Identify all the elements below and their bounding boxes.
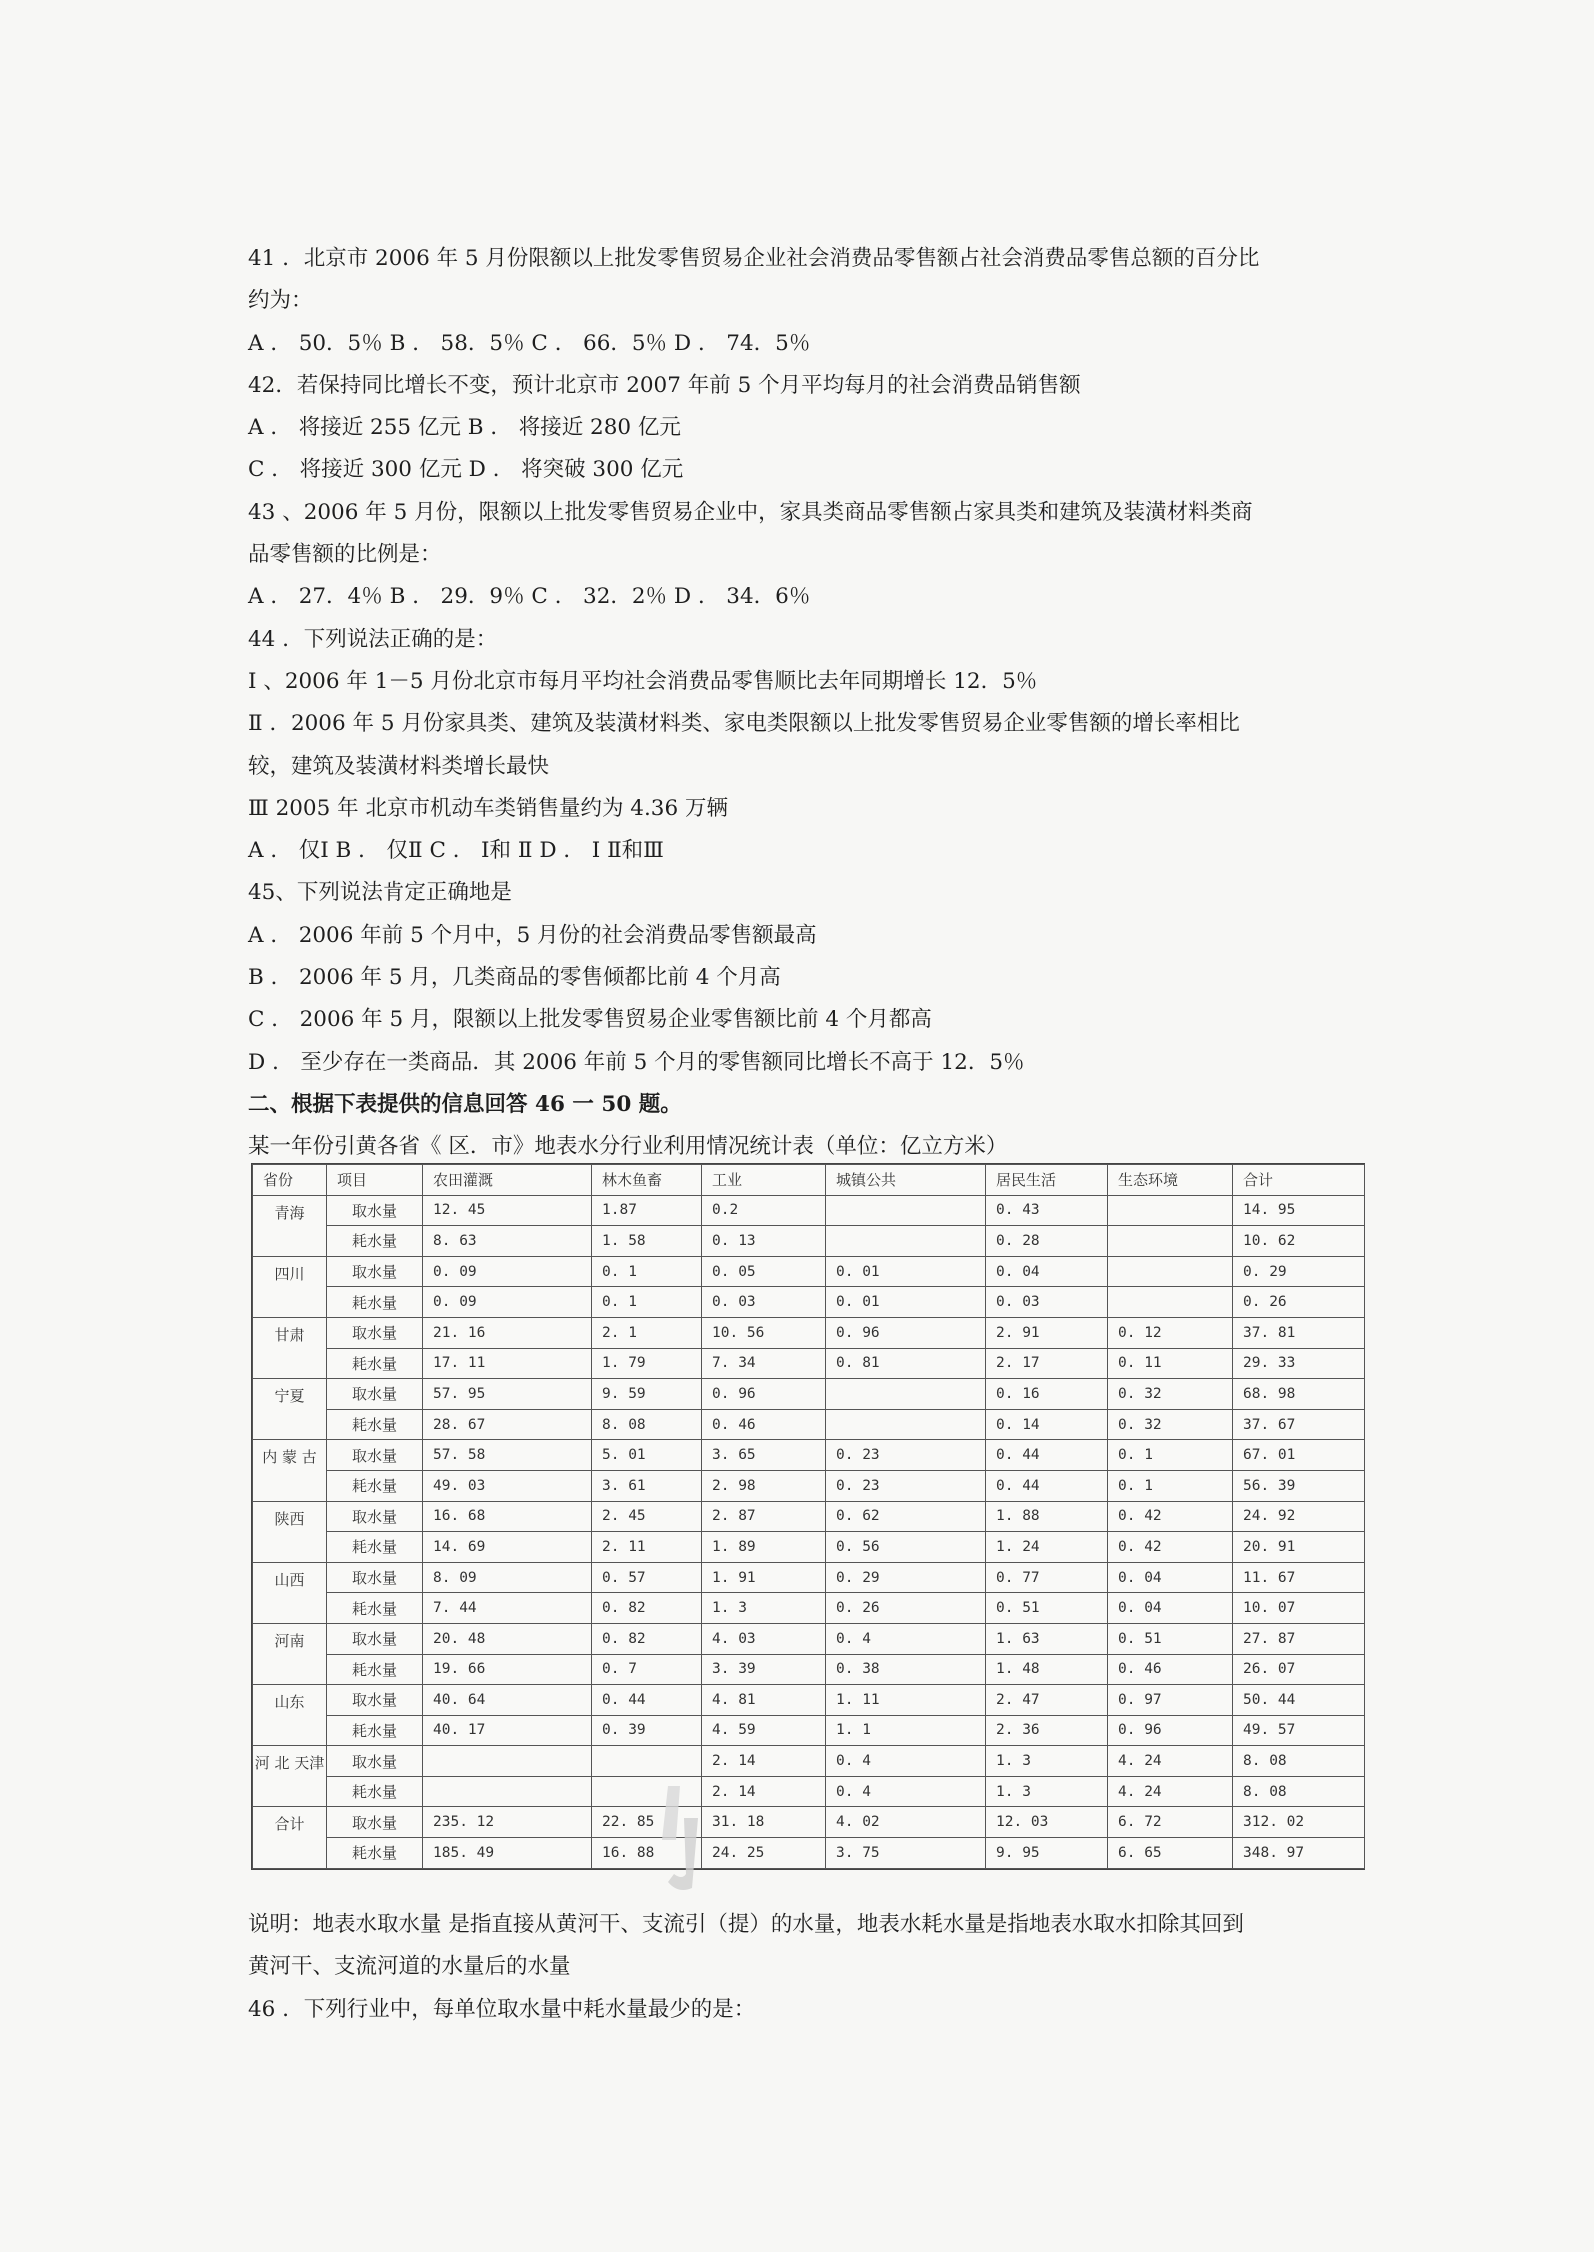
value-cell: 2. 1 [592,1317,702,1348]
table-header-row [253,1165,1365,1196]
value-cell: 16. 68 [423,1501,592,1532]
table-row [253,1287,1365,1318]
value-cell [592,1746,702,1777]
value-cell: 0. 1 [1108,1440,1233,1471]
text-line: 某一年份引黄各省《 区．市》地表水分行业利用情况统计表（单位：亿立方米） [248,1134,1008,1160]
value-cell: 1. 79 [592,1348,702,1379]
table-row [253,1501,1365,1532]
item-cell: 耗水量 [327,1409,423,1440]
value-cell: 0. 29 [826,1562,986,1593]
value-cell: 1. 91 [702,1562,826,1593]
value-cell: 2. 17 [986,1348,1108,1379]
value-cell: 0. 81 [826,1348,986,1379]
text-line: 较，建筑及装潢材料类增长最快 [248,753,550,779]
value-cell: 0. 62 [826,1501,986,1532]
text-line: 42．若保持同比增长不变，预计北京市 2007 年前 5 个月平均每月的社会消费品销售额 [248,372,1081,398]
value-cell: 0. 82 [592,1623,702,1654]
table-row [253,1623,1365,1654]
table-row [253,1409,1365,1440]
item-cell: 取水量 [327,1379,423,1410]
province-cell: 四川 [253,1256,327,1317]
province-cell: 合计 [253,1807,327,1868]
value-cell: 0. 32 [1108,1409,1233,1440]
value-cell: 4. 59 [702,1715,826,1746]
value-cell: 0. 03 [986,1287,1108,1318]
value-cell: 0. 4 [826,1746,986,1777]
item-cell: 取水量 [327,1501,423,1532]
value-cell: 0. 01 [826,1256,986,1287]
table-row [253,1746,1365,1777]
text-line: A ． 27．4％ B ． 29．9％ C ． 32．2％ D ． 34．6％ [248,584,811,610]
value-cell: 22. 85 [592,1807,702,1838]
value-cell: 4. 03 [702,1623,826,1654]
value-cell: 0. 56 [826,1532,986,1563]
value-cell: 0. 26 [826,1593,986,1624]
value-cell: 56. 39 [1233,1470,1365,1501]
value-cell: 1. 89 [702,1532,826,1563]
value-cell: 0. 82 [592,1593,702,1624]
value-cell: 1. 58 [592,1226,702,1257]
value-cell [826,1226,986,1257]
value-cell: 3. 39 [702,1654,826,1685]
value-cell: 1. 1 [826,1715,986,1746]
item-cell: 取水量 [327,1623,423,1654]
value-cell: 0. 51 [986,1593,1108,1624]
table-row [253,1776,1365,1807]
text-line: C ． 2006 年 5 月，限额以上批发零售贸易企业零售额比前 4 个月都高 [248,1007,932,1033]
value-cell: 0. 51 [1108,1623,1233,1654]
item-cell: 取水量 [327,1195,423,1226]
province-cell: 山东 [253,1685,327,1746]
value-cell: 7. 44 [423,1593,592,1624]
table-row [253,1256,1365,1287]
item-cell: 取水量 [327,1562,423,1593]
item-cell: 耗水量 [327,1532,423,1563]
value-cell: 0. 09 [423,1256,592,1287]
province-cell: 青海 [253,1195,327,1256]
value-cell: 0. 1 [592,1287,702,1318]
value-cell: 8. 08 [1233,1746,1365,1777]
value-cell: 1. 48 [986,1654,1108,1685]
value-cell [826,1409,986,1440]
value-cell: 2. 14 [702,1776,826,1807]
item-cell: 耗水量 [327,1470,423,1501]
text-line: A ． 50．5％ B ． 58．5％ C ． 66．5％ D ． 74．5％ [248,330,811,356]
value-cell: 1. 24 [986,1532,1108,1563]
value-cell: 11. 67 [1233,1562,1365,1593]
value-cell: 24. 92 [1233,1501,1365,1532]
table-row [253,1593,1365,1624]
value-cell: 0. 29 [1233,1256,1365,1287]
item-cell: 耗水量 [327,1348,423,1379]
value-cell [826,1379,986,1410]
text-line: 品零售额的比例是： [248,542,442,568]
column-header: 生态环境 [1108,1165,1233,1196]
question-text-block [248,238,1368,1169]
water-usage-table-container [251,1163,1365,1870]
item-cell: 取水量 [327,1685,423,1716]
value-cell: 8. 09 [423,1562,592,1593]
column-header: 城镇公共 [826,1165,986,1196]
value-cell: 0. 32 [1108,1379,1233,1410]
value-cell: 0. 46 [1108,1654,1233,1685]
value-cell: 50. 44 [1233,1685,1365,1716]
item-cell: 取水量 [327,1746,423,1777]
value-cell: 2. 47 [986,1685,1108,1716]
column-header: 农田灌溉 [423,1165,592,1196]
value-cell: 0. 38 [826,1654,986,1685]
value-cell: 0. 42 [1108,1532,1233,1563]
value-cell: 12. 45 [423,1195,592,1226]
text-line: 二、根据下表提供的信息回答 46 一 50 题。 [248,1091,682,1117]
value-cell: 0. 26 [1233,1287,1365,1318]
value-cell: 4. 02 [826,1807,986,1838]
value-cell [1108,1195,1233,1226]
value-cell: 0. 16 [986,1379,1108,1410]
value-cell: 10. 56 [702,1317,826,1348]
column-header: 居民生活 [986,1165,1108,1196]
province-cell: 甘肃 [253,1317,327,1378]
value-cell: 0. 05 [702,1256,826,1287]
value-cell: 2. 11 [592,1532,702,1563]
value-cell: 49. 03 [423,1470,592,1501]
value-cell [1108,1226,1233,1257]
table-row [253,1195,1365,1226]
note-line: 说明：地表水取水量 是指直接从黄河干、支流引（提）的水量，地表水耗水量是指地表水取水扣除其回到 [248,1912,1244,1937]
value-cell: 0. 57 [592,1562,702,1593]
value-cell: 0. 44 [592,1685,702,1716]
value-cell: 0. 97 [1108,1685,1233,1716]
value-cell: 9. 59 [592,1379,702,1410]
item-cell: 取水量 [327,1440,423,1471]
value-cell: 24. 25 [702,1838,826,1869]
value-cell: 2. 87 [702,1501,826,1532]
value-cell [592,1776,702,1807]
value-cell: 0. 4 [826,1623,986,1654]
value-cell: 1. 3 [986,1746,1108,1777]
value-cell: 37. 67 [1233,1409,1365,1440]
value-cell [1108,1287,1233,1318]
value-cell [423,1776,592,1807]
province-cell: 陕西 [253,1501,327,1562]
note-line: 46 ．下列行业中，每单位取水量中耗水量最少的是： [248,1996,756,2022]
value-cell: 0. 1 [592,1256,702,1287]
text-line: C ． 将接近 300 亿元 D ． 将突破 300 亿元 [248,457,684,483]
item-cell: 耗水量 [327,1776,423,1807]
column-header: 林木鱼畜 [592,1165,702,1196]
note-line: 黄河干、支流河道的水量后的水量 [248,1954,571,1980]
value-cell: 235. 12 [423,1807,592,1838]
text-line: 45、下列说法肯定正确地是 [248,880,512,906]
value-cell: 21. 16 [423,1317,592,1348]
item-cell: 耗水量 [327,1287,423,1318]
item-cell: 耗水量 [327,1715,423,1746]
table-row [253,1470,1365,1501]
value-cell: 4. 81 [702,1685,826,1716]
value-cell: 0.2 [702,1195,826,1226]
value-cell: 0. 96 [826,1317,986,1348]
text-line: 43 、2006 年 5 月份，限额以上批发零售贸易企业中，家具类商品零售额占家具类和建筑及装潢材料类商 [248,499,1253,525]
value-cell: 6. 72 [1108,1807,1233,1838]
value-cell: 0. 28 [986,1226,1108,1257]
value-cell: 26. 07 [1233,1654,1365,1685]
province-cell: 河南 [253,1623,327,1684]
value-cell: 1.87 [592,1195,702,1226]
value-cell: 0. 11 [1108,1348,1233,1379]
value-cell: 0. 14 [986,1409,1108,1440]
value-cell: 3. 61 [592,1470,702,1501]
text-line: A ． 2006 年前 5 个月中，5 月份的社会消费品零售额最高 [248,922,817,948]
value-cell: 2. 36 [986,1715,1108,1746]
value-cell: 0. 4 [826,1776,986,1807]
value-cell: 4. 24 [1108,1776,1233,1807]
item-cell: 耗水量 [327,1226,423,1257]
province-cell: 山西 [253,1562,327,1623]
column-header: 项目 [327,1165,423,1196]
item-cell: 取水量 [327,1317,423,1348]
value-cell: 20. 48 [423,1623,592,1654]
item-cell: 取水量 [327,1807,423,1838]
text-line: 约为： [248,288,313,314]
text-line: D ． 至少存在一类商品．其 2006 年前 5 个月的零售额同比增长不高于 12．5％ [248,1049,1025,1075]
province-cell: 宁夏 [253,1379,327,1440]
value-cell: 6. 65 [1108,1838,1233,1869]
table-row [253,1348,1365,1379]
value-cell: 20. 91 [1233,1532,1365,1563]
value-cell: 0. 44 [986,1470,1108,1501]
text-line: 44 ．下列说法正确的是： [248,626,498,652]
value-cell: 0. 39 [592,1715,702,1746]
value-cell: 2. 45 [592,1501,702,1532]
text-line: A ． 将接近 255 亿元 B ． 将接近 280 亿元 [248,415,681,441]
value-cell: 57. 58 [423,1440,592,1471]
value-cell: 2. 14 [702,1746,826,1777]
value-cell [1108,1256,1233,1287]
table-row [253,1654,1365,1685]
province-cell: 河 北 天津 [253,1746,327,1807]
value-cell: 0. 42 [1108,1501,1233,1532]
table-row [253,1838,1365,1869]
value-cell: 0. 23 [826,1470,986,1501]
value-cell: 17. 11 [423,1348,592,1379]
text-line: 41 ．北京市 2006 年 5 月份限额以上批发零售贸易企业社会消费品零售额占社会消费品零售总额的百分比 [248,246,1260,271]
value-cell: 12. 03 [986,1807,1108,1838]
value-cell: 28. 67 [423,1409,592,1440]
text-line: Ⅲ 2005 年 北京市机动车类销售量约为 4.36 万辆 [248,795,728,821]
table-row [253,1685,1365,1716]
value-cell: 67. 01 [1233,1440,1365,1471]
value-cell: 0. 03 [702,1287,826,1318]
value-cell: 0. 77 [986,1562,1108,1593]
item-cell: 取水量 [327,1256,423,1287]
note-text-block [248,1904,1368,2031]
value-cell: 0. 1 [1108,1470,1233,1501]
value-cell: 0. 43 [986,1195,1108,1226]
value-cell: 1. 88 [986,1501,1108,1532]
value-cell: 0. 13 [702,1226,826,1257]
value-cell: 312. 02 [1233,1807,1365,1838]
value-cell: 1. 63 [986,1623,1108,1654]
value-cell: 57. 95 [423,1379,592,1410]
value-cell: 0. 44 [986,1440,1108,1471]
value-cell: 49. 57 [1233,1715,1365,1746]
value-cell: 0. 23 [826,1440,986,1471]
value-cell: 8. 08 [592,1409,702,1440]
value-cell: 0. 04 [986,1256,1108,1287]
table-row [253,1379,1365,1410]
value-cell: 0. 04 [1108,1593,1233,1624]
value-cell: 0. 04 [1108,1562,1233,1593]
value-cell: 348. 97 [1233,1838,1365,1869]
table-row [253,1226,1365,1257]
value-cell: 4. 24 [1108,1746,1233,1777]
value-cell: 8. 08 [1233,1776,1365,1807]
value-cell: 7. 34 [702,1348,826,1379]
table-row [253,1562,1365,1593]
value-cell: 8. 63 [423,1226,592,1257]
value-cell: 3. 75 [826,1838,986,1869]
value-cell: 0. 09 [423,1287,592,1318]
item-cell: 耗水量 [327,1593,423,1624]
water-usage-table [252,1164,1365,1869]
column-header: 工业 [702,1165,826,1196]
value-cell: 2. 91 [986,1317,1108,1348]
item-cell: 耗水量 [327,1654,423,1685]
value-cell: 0. 12 [1108,1317,1233,1348]
value-cell: 0. 01 [826,1287,986,1318]
item-cell: 耗水量 [327,1838,423,1869]
value-cell: 185. 49 [423,1838,592,1869]
value-cell: 9. 95 [986,1838,1108,1869]
value-cell: 2. 98 [702,1470,826,1501]
value-cell: 3. 65 [702,1440,826,1471]
value-cell: 0. 96 [1108,1715,1233,1746]
value-cell: 1. 11 [826,1685,986,1716]
value-cell: 5. 01 [592,1440,702,1471]
value-cell: 31. 18 [702,1807,826,1838]
table-row [253,1532,1365,1563]
value-cell: 10. 07 [1233,1593,1365,1624]
value-cell: 0. 7 [592,1654,702,1685]
text-line: Ⅱ ．2006 年 5 月份家具类、建筑及装潢材料类、家电类限额以上批发零售贸易企业零售额的增长率相比 [248,711,1240,737]
column-header: 合计 [1233,1165,1365,1196]
value-cell: 14. 69 [423,1532,592,1563]
column-header: 省份 [253,1165,327,1196]
value-cell: 19. 66 [423,1654,592,1685]
table-row [253,1440,1365,1471]
value-cell: 1. 3 [702,1593,826,1624]
text-line: B ． 2006 年 5 月，几类商品的零售倾都比前 4 个月高 [248,965,781,991]
text-line: Ⅰ 、2006 年 1－5 月份北京市每月平均社会消费品零售顺比去年同期增长 12．5％ [248,668,1038,694]
value-cell: 40. 17 [423,1715,592,1746]
value-cell: 37. 81 [1233,1317,1365,1348]
text-line: A ． 仅Ⅰ B ． 仅Ⅱ C ． Ⅰ和 Ⅱ D ． Ⅰ Ⅱ和Ⅲ [248,838,664,864]
value-cell: 29. 33 [1233,1348,1365,1379]
province-cell: 内 蒙 古 [253,1440,327,1501]
table-row [253,1807,1365,1838]
table-row [253,1317,1365,1348]
value-cell [423,1746,592,1777]
value-cell: 14. 95 [1233,1195,1365,1226]
value-cell [826,1195,986,1226]
value-cell: 0. 96 [702,1379,826,1410]
value-cell: 1. 3 [986,1776,1108,1807]
value-cell: 16. 88 [592,1838,702,1869]
value-cell: 10. 62 [1233,1226,1365,1257]
table-row [253,1715,1365,1746]
value-cell: 40. 64 [423,1685,592,1716]
value-cell: 0. 46 [702,1409,826,1440]
value-cell: 27. 87 [1233,1623,1365,1654]
value-cell: 68. 98 [1233,1379,1365,1410]
